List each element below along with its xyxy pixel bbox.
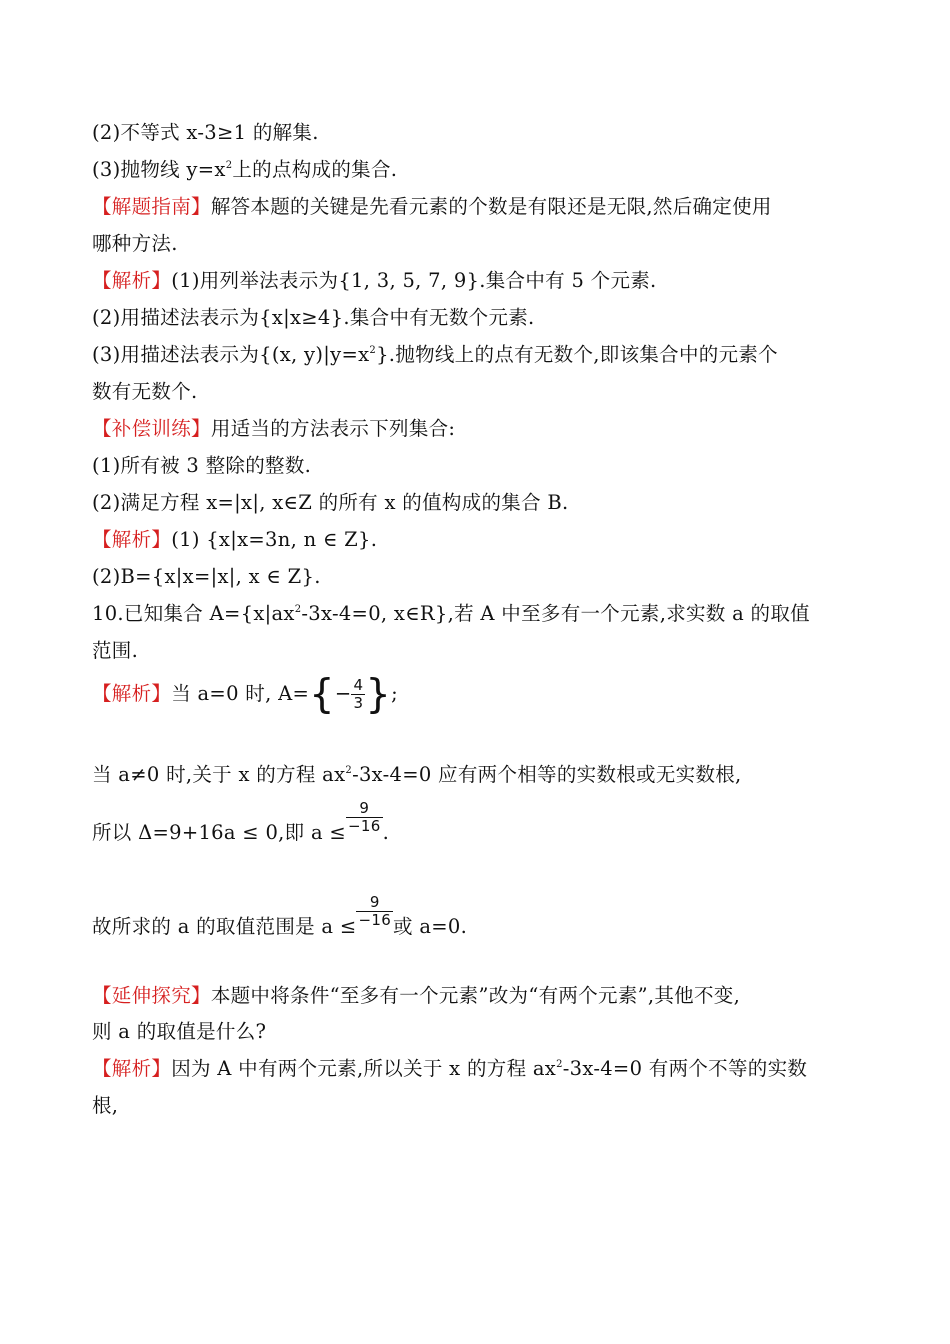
extension: 【延伸探究】本题中将条件“至多有一个元素”改为“有两个元素”,其他不变, [92,984,741,1007]
problem-10-answer-2: 当 a≠0 时,关于 x 的方程 $ax^2-3x-4=0$ 应有两个相等的实数根或无实数根, [92,763,742,786]
answer-1: 【解析】(1)用列举法表示为{1, 3, 5, 7, 9}.集合中有 5 个元素. [92,269,657,292]
problem-10-cont: 范围. [92,639,139,662]
problem-10-answer-4: 故所求的 a 的取值范围是 a ≤ $\frac{9}{-16}$ 或 a=0. [92,893,468,938]
right-brace: } [365,671,392,718]
answer-tag: 【解析】 [92,269,172,292]
extension-answer: 【解析】因为 A 中有两个元素,所以关于 x 的方程 $ax^2-3x-4=0$ 有两个不等的实数 [92,1057,808,1080]
answer-3: (3)用描述法表示为{(x, $y)|y=x^2$}.抛物线上的点有无数个,即该集合中的元素个 [92,343,778,366]
problem-10-answer-1: 【解析】当 a=0 时, A={− $\frac{4}{3}$ }; [92,671,398,718]
answer-tag: 【解析】 [92,682,172,705]
answer-tag: 【解析】 [92,528,172,551]
problem-10: 10.已知集合 $A=\{x|ax^2-3x-4=0$, x∈R},若 A 中至多有一个元素,求实数 a 的取值 [92,602,810,625]
fraction: $\frac{9}{-16}$ [358,893,392,929]
extra-answer-2: (2)B={x|x=|x|, x ∈ Z}. [92,565,321,588]
extra-practice: 【补偿训练】用适当的方法表示下列集合: [92,417,456,440]
fraction: $\frac{4}{3}$ [353,676,364,712]
solution-guide-cont: 哪种方法. [92,232,178,255]
solution-guide: 【解题指南】解答本题的关键是先看元素的个数是有限还是无限,然后确定使用 [92,195,772,218]
problem-part-3: (3)抛物线 $y=x^2$上的点构成的集合. [92,158,398,181]
fraction: $\frac{9}{-16}$ [348,799,381,835]
solution-guide-tag: 【解题指南】 [92,195,211,218]
extension-answer-cont: 根, [92,1094,119,1117]
answer-tag: 【解析】 [92,1057,172,1080]
extension-cont: 则 a 的取值是什么? [92,1020,267,1043]
problem-part-2: (2)不等式 x-3≥1 的解集. [92,121,319,144]
extra-practice-1: (1)所有被 3 整除的整数. [92,454,312,477]
extension-tag: 【延伸探究】 [92,984,211,1007]
answer-2: (2)用描述法表示为{x|x≥4}.集合中有无数个元素. [92,306,535,329]
extra-practice-tag: 【补偿训练】 [92,417,211,440]
left-brace: { [309,671,335,718]
answer-3-cont: 数有无数个. [92,380,198,403]
extra-answer-1: 【解析】(1) {x|x=3n, n ∈ Z}. [92,528,378,551]
extra-practice-2: (2)满足方程 x=|x|, x∈Z 的所有 x 的值构成的集合 B. [92,491,569,514]
problem-10-answer-3: 所以 Δ=9+16a ≤ 0,即 a ≤ $\frac{9}{-16}$ . [92,799,390,844]
